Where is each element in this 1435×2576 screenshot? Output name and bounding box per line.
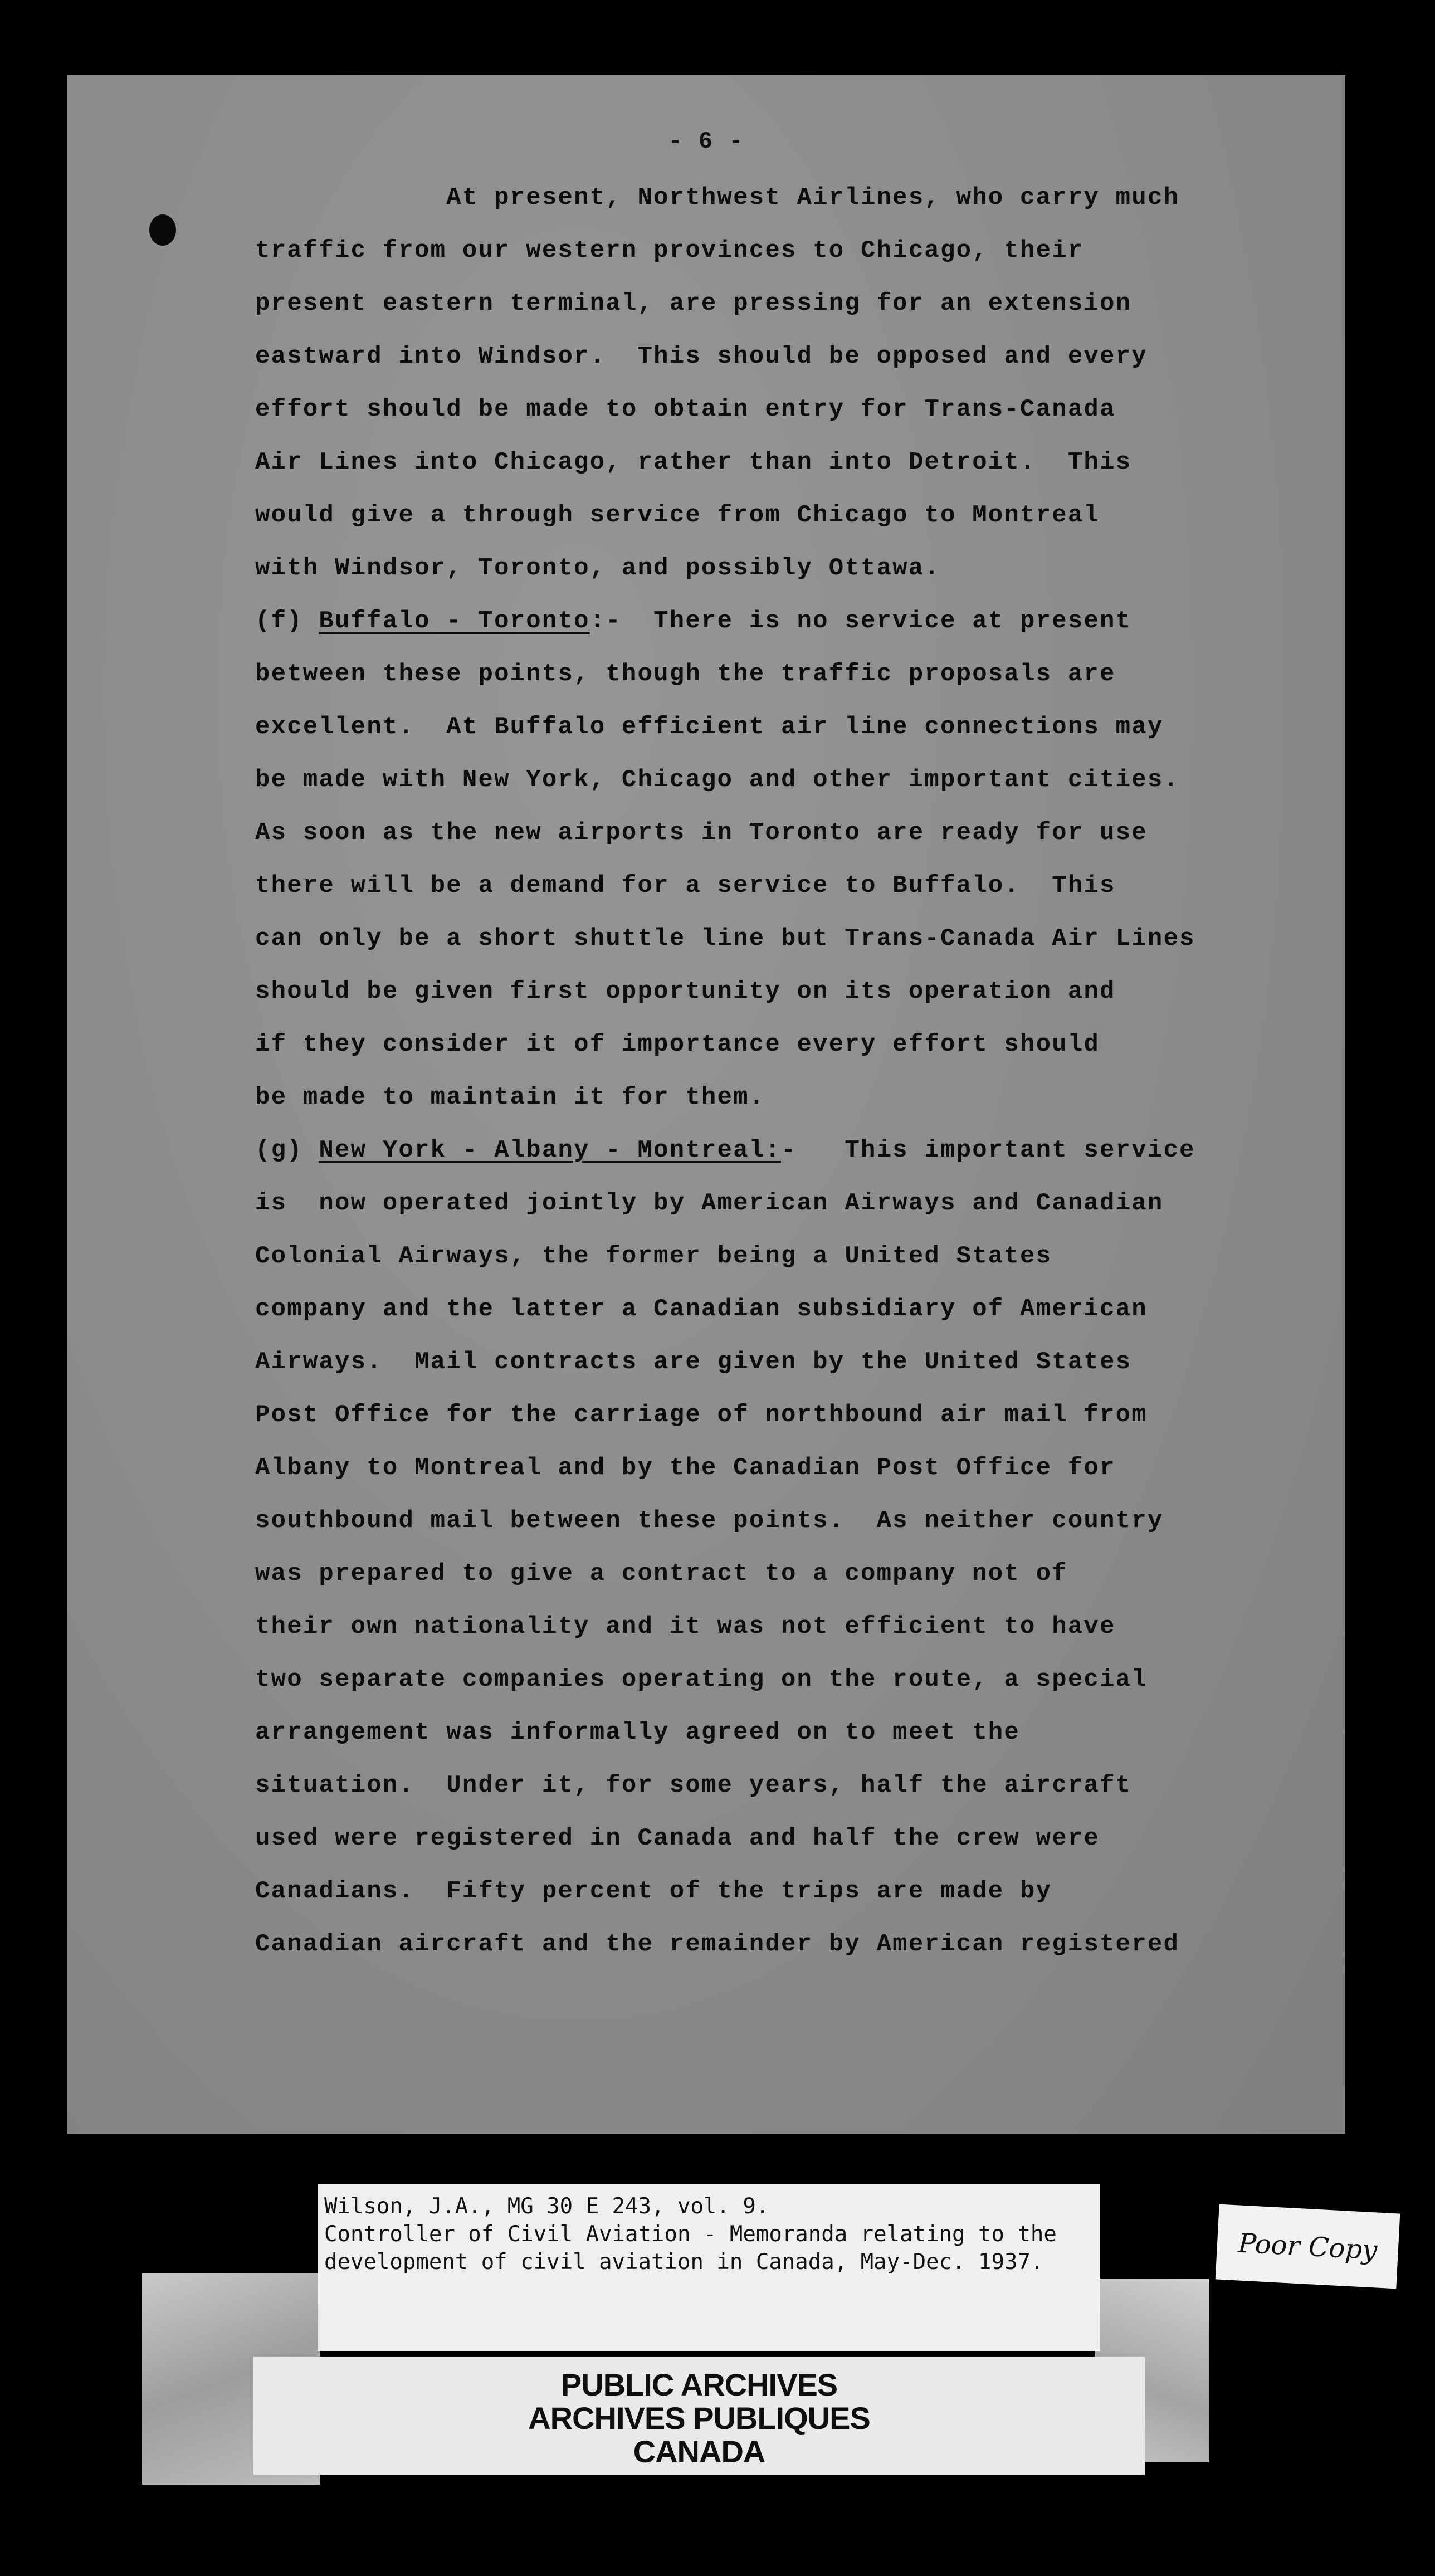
page-number: - 6 -: [668, 128, 744, 155]
stamp-line: CANADA: [633, 2434, 765, 2469]
section-g-line: [255, 1136, 1195, 1164]
section-text: - This important service: [780, 1136, 1195, 1164]
text-line: used were registered in Canada and half the crew were: [255, 1824, 1100, 1852]
text-line: southbound mail between these points. As neither country: [255, 1507, 1164, 1535]
text-line: Airways. Mail contracts are given by the United States: [255, 1348, 1132, 1376]
text-line: would give a through service from Chicago to Montreal: [255, 501, 1100, 529]
text-line: Post Office for the carriage of northbound air mail from: [255, 1401, 1148, 1429]
text-line: is now operated jointly by American Airways and Canadian: [255, 1189, 1164, 1217]
text-line: should be given first opportunity on its operation and: [255, 978, 1116, 1006]
archive-label: [318, 2184, 1100, 2351]
text-line: excellent. At Buffalo efficient air line connections may: [255, 713, 1164, 741]
section-heading: Buffalo - Toronto: [319, 607, 590, 635]
archive-label-line: Wilson, J.A., MG 30 E 243, vol. 9.: [324, 2194, 769, 2219]
archive-label-line: Controller of Civil Aviation - Memoranda relating to the: [324, 2222, 1057, 2247]
text-line: company and the latter a Canadian subsidiary of American: [255, 1295, 1148, 1323]
text-line: situation. Under it, for some years, half the aircraft: [255, 1772, 1132, 1799]
stamp-line: ARCHIVES PUBLIQUES: [528, 2401, 870, 2436]
section-marker: (g): [255, 1136, 319, 1164]
text-line: present eastern terminal, are pressing for an extension: [255, 290, 1132, 318]
text-line: At present, Northwest Airlines, who carry much: [255, 184, 1180, 212]
text-line: Albany to Montreal and by the Canadian Post Office for: [255, 1454, 1116, 1482]
text-line: eastward into Windsor. This should be opposed and every: [255, 343, 1148, 370]
text-line: be made to maintain it for them.: [255, 1084, 765, 1111]
text-line: can only be a short shuttle line but Trans-Canada Air Lines: [255, 925, 1195, 953]
text-line: with Windsor, Toronto, and possibly Ottawa.: [255, 554, 940, 582]
text-line: Canadians. Fifty percent of the trips are made by: [255, 1877, 1052, 1905]
handwritten-note: Poor Copy: [1216, 2204, 1400, 2289]
section-f-line: [255, 607, 1131, 635]
section-marker: (f): [255, 607, 319, 635]
text-line: between these points, though the traffic proposals are: [255, 660, 1116, 688]
text-line: effort should be made to obtain entry for Trans-Canada: [255, 396, 1116, 423]
stamp-line: PUBLIC ARCHIVES: [560, 2367, 838, 2402]
text-line: Canadian aircraft and the remainder by American registered: [255, 1930, 1180, 1958]
text-line: Colonial Airways, the former being a United States: [255, 1242, 1052, 1270]
section-text: :- There is no service at present: [589, 607, 1132, 635]
archives-stamp: [253, 2357, 1145, 2475]
text-line: if they consider it of importance every effort should: [255, 1031, 1100, 1058]
text-line: there will be a demand for a service to Buffalo. This: [255, 872, 1116, 900]
text-line: two separate companies operating on the route, a special: [255, 1666, 1148, 1694]
section-heading: New York - Albany - Montreal:: [319, 1136, 781, 1164]
text-line: traffic from our western provinces to Chicago, their: [255, 237, 1084, 265]
text-line: arrangement was informally agreed on to meet the: [255, 1719, 1021, 1746]
text-line: be made with New York, Chicago and other important cities.: [255, 766, 1180, 794]
text-line: As soon as the new airports in Toronto are ready for use: [255, 819, 1148, 847]
archive-label-line: development of civil aviation in Canada, May-Dec. 1937.: [324, 2250, 1044, 2275]
text-line: was prepared to give a contract to a company not of: [255, 1560, 1068, 1588]
text-line: their own nationality and it was not efficient to have: [255, 1613, 1116, 1641]
text-line: Air Lines into Chicago, rather than into Detroit. This: [255, 448, 1132, 476]
punch-hole: [149, 214, 176, 246]
